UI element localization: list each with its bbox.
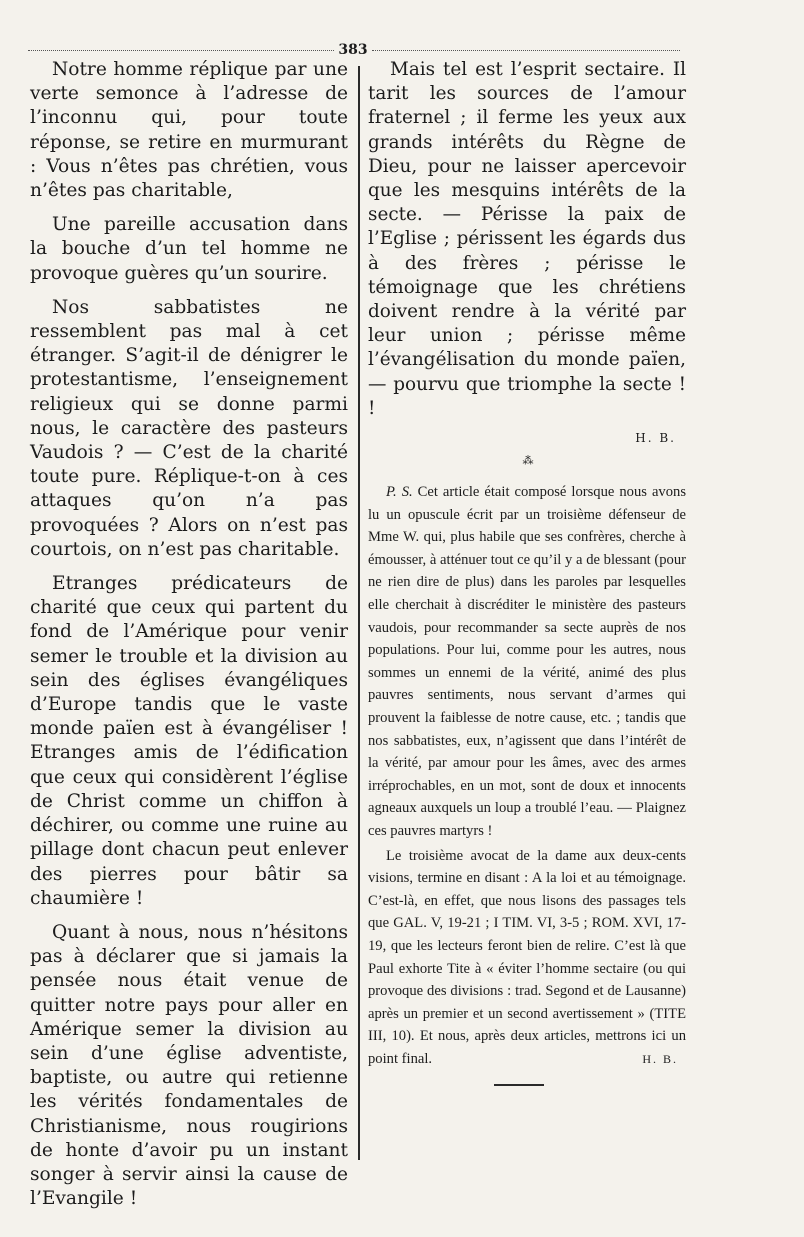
paragraph: Une pareille accusation dans la bouche d’un tel homme ne provoque guères qu’un sourire. xyxy=(30,214,348,284)
paragraph: Quant à nous, nous n’hésitons pas à déclarer que si jamais la pensée nous était venue de quitter notre pays pour aller en Amérique semer la division au sein d’une église adventiste, baptiste, ou autre qui retienne les vérités fondamentales de Christianisme, nous rougirions de honte d’avoir pu un instant songer à servir ainsi la cause de l’Evangile ! xyxy=(30,921,348,1210)
postscript xyxy=(368,481,686,1070)
page-number: 383 xyxy=(338,42,368,58)
ps-text: Cet article était composé lorsque nous avons lu un opuscule écrit par un troisième défenseur de Mme W. qui, plus habile que ses confrères, cherche à émousser, à atténuer tout ce qu’il y a de blessant (pour ne rien dire de plus) dans les paroles par lesquelles elle cherchait à discréditer le ministère des pasteurs vaudois, pour recommander sa secte auprès de nos populations. Pour lui, comme pour les autres, nous sommes un ennemi de la vérité, animé des plus pauvres sentiments, nous servant d’armes qui prouvent la faiblesse de notre cause, etc. ; tandis que nos sabbatistes, eux, n’agissent que dans l’intérêt de la vérité, par amour pour les âmes, avec des armes irréprochables, en un mot, sont de doux et innocents agneaux auxquels un loup a troublé l’eau. — Plaignez ces pauvres martyrs ! xyxy=(368,484,686,839)
final-signature: H. B. xyxy=(642,1051,678,1066)
paragraph: Etranges prédicateurs de charité que ceux qui partent du fond de l’Amérique pour venir semer le trouble et la division au sein des églises évangéliques d’Europe tandis que le vaste monde païen est à évangéliser ! Etranges amis de l’édification que ceux qui considèrent l’église de Christ comme un chiffon à déchirer, ou comme une ruine au pillage dont chacun peut enlever des pierres pour bâtir sa chaumière ! xyxy=(30,573,348,909)
column-divider xyxy=(358,66,360,1160)
paragraph: Nos sabbatistes ne ressemblent pas mal à cet étranger. S’agit-il de dénigrer le protestantisme, l’enseignement religieux qui se donne parmi nous, le caractère des pasteurs Vaudois ? — C’est de la charité toute pure. Réplique-t-on à ces attaques qu’on n’a pas provoquées ? Alors on n’est pas courtois, on n’est pas charitable. xyxy=(30,296,348,560)
ps-label: P. S. xyxy=(386,484,413,501)
postscript-paragraph xyxy=(368,481,686,843)
main-paragraph: Mais tel est l’esprit sectaire. Il tarit les sources de l’amour fraternel ; il ferme les yeux aux grands intérêts du Règne de Dieu, pour ne laisser apercevoir que les mesquins intérêts de la secte. — Périsse la paix de l’Eglise ; périssent les égards dus à des frères ; périsse le témoignage que les chrétiens doivent rendre à la vérité par leur union ; périsse même l’évangélisation du monde païen, — pourvu que triomphe la secte ! ! xyxy=(368,59,686,419)
final-text: Le troisième avocat de la dame aux deux-cents visions, termine en disant : A la loi et au témoignage. C’est-là, en effet, que nous lisons des passages tels que GAL. V, 19-21 ; I TIM. VI, 3-5 ; ROM. XVI, 17-19, que les lecteurs feront bien de relire. C’est là que Paul exhorte Tite à « éviter l’homme sectaire (ou qui provoque des divisions : trad. Segond et de Lausanne) après un premier et un second avertissement » (TITE III, 10). Et nous, après deux articles, mettrons ici un point final. xyxy=(368,847,686,1067)
header-rule-right xyxy=(372,50,680,54)
paragraph: Notre homme réplique par une verte semonce à l’adresse de l’inconnu qui, pour toute réponse, se retire en murmurant : Vous n’êtes pas chrétien, vous n’êtes pas charitable, xyxy=(30,59,348,202)
final-paragraph xyxy=(368,845,686,1071)
left-column xyxy=(30,58,348,1221)
signature: H. B. xyxy=(635,431,676,446)
end-rule xyxy=(494,1084,544,1086)
right-column xyxy=(368,58,686,1086)
header-rule-left xyxy=(28,50,334,54)
asterism-ornament: ⁂ xyxy=(522,454,534,468)
